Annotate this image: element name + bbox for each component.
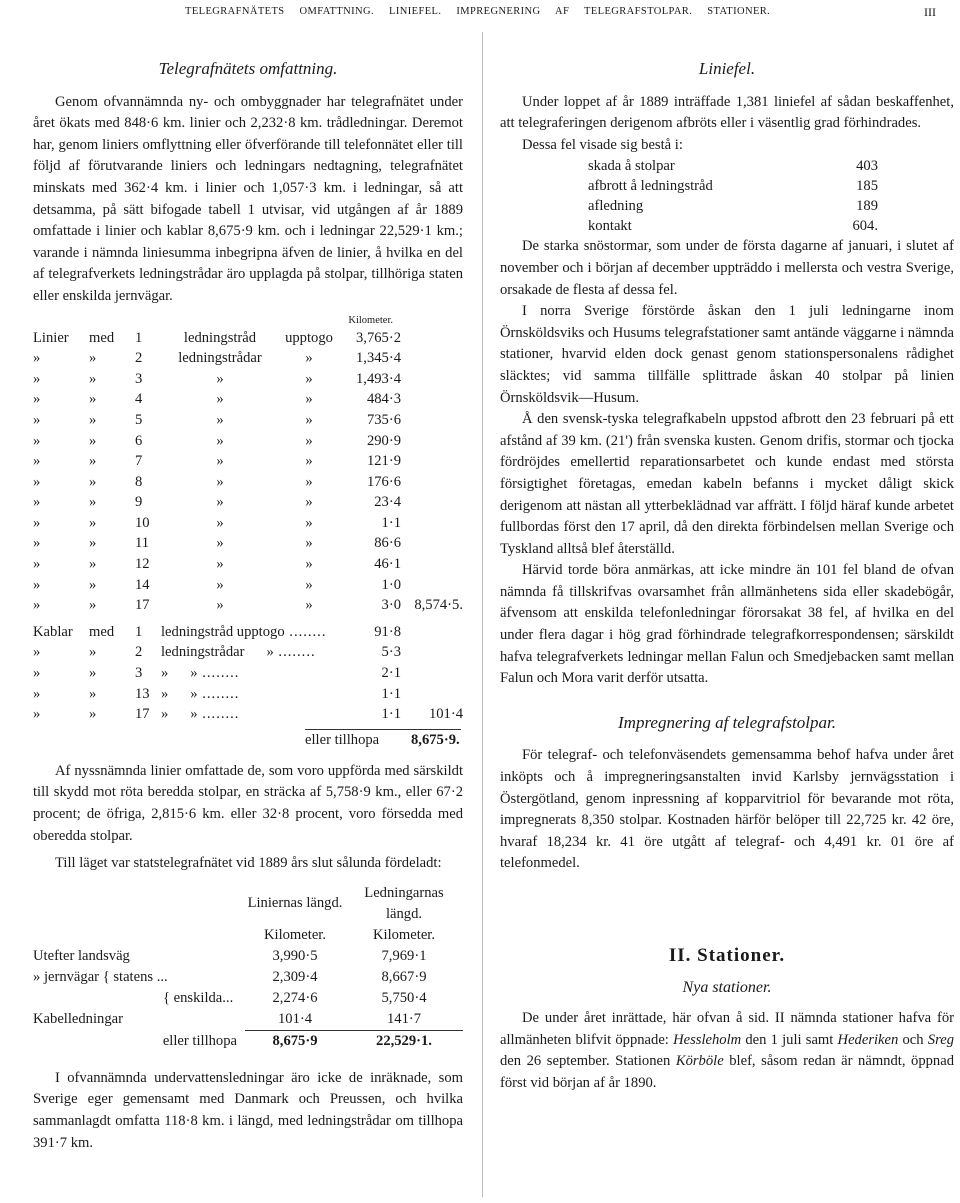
total-value: 8,675·9.: [411, 731, 460, 748]
total-label: eller tillhopa: [305, 731, 380, 748]
row-lead: »: [33, 706, 41, 723]
row-upptogo: »: [305, 453, 313, 470]
row-med: »: [89, 644, 97, 661]
row-count: 17: [135, 706, 150, 723]
row-desc: ledningstrådar: [178, 350, 262, 367]
row-lead: Linier: [33, 329, 69, 346]
row-upptogo: »: [305, 370, 313, 387]
row-desc-text: ledningstrådar: [161, 644, 245, 661]
row-label: Kabelledningar: [33, 1011, 123, 1028]
row-count: 5: [135, 411, 143, 428]
table-row: [33, 642, 463, 663]
distribution-table: [33, 883, 463, 1052]
row-upptogo: »: [305, 514, 313, 531]
fault-value: 403: [856, 158, 878, 175]
row-count: 3: [135, 370, 143, 387]
table-row: [33, 431, 463, 452]
table-row: [33, 554, 463, 575]
row-upptogo: »: [305, 556, 313, 573]
row-upptogo: »: [305, 391, 313, 408]
row-label: { enskilda...: [163, 989, 234, 1006]
row-count: 8: [135, 473, 143, 490]
row-med: »: [89, 556, 97, 573]
row-value-linier: 3,990·5: [272, 947, 318, 964]
paragraph: Under loppet af år 1889 inträffade 1,381 liniefel af sådan beskaffenhet, att telegraferingen derigenom afbröts eller i väsentlig grad förhindrades.: [500, 93, 954, 132]
row-desc: ledningstråd: [183, 329, 257, 346]
row-value: 176·6: [366, 473, 401, 490]
row-label: » jernvägar { statens ...: [33, 968, 168, 985]
row-med: med: [89, 623, 115, 640]
row-count: 1: [135, 623, 143, 640]
row-lead: »: [33, 685, 41, 702]
row-desc: [161, 642, 339, 663]
table-row: [33, 389, 463, 410]
linier-table: [33, 328, 463, 616]
col-unit: Kilometer.: [263, 926, 326, 943]
row-value: 91·8: [374, 623, 401, 640]
row-med: »: [89, 432, 97, 449]
row-sum: [401, 451, 463, 472]
row-lead: »: [33, 370, 41, 387]
row-sum: 8,574·5.: [414, 597, 463, 614]
row-value: 5·3: [381, 644, 401, 661]
row-value: 121·9: [366, 453, 401, 470]
row-desc-text: ledningstråd upptogo: [161, 623, 285, 640]
table-row: [33, 410, 463, 431]
table-row: [588, 156, 878, 176]
faults-table: [588, 156, 878, 236]
leader-dots: ........: [273, 644, 316, 661]
paragraph: I norra Sverige förstörde åskan den 1 juli ledningarne inom Örnsköldsviks och Husums telegrafstationer samt antände väggarne i nämnda stationer, hvarvid elden dock genast genom stationspersonalens rådighet släcktes; vid samma tillfälle splittrade åskan 40 stolpar på linien Örnsköldsvik—Husum.: [500, 303, 954, 406]
paragraph: För telegraf- och telefonväsendets gemensamma behof hafva under året inköpts och å impregneringsanstalten invid Karlsby jernvägsstation i Östergötland, genom inpressning af kopparvitriol för bevarande mot röta, impregnerats 8,350 stolpar. Kostnaden härför belöper till 22,725 kr. 42 öre, hvaraf 18,234 kr. 41 öre utgått af telegraf- och 4,491 kr. 01 öre af telefonmedel.: [500, 747, 954, 872]
leader-dots: ........: [284, 623, 327, 640]
row-lead: »: [33, 514, 41, 531]
row-upptogo: »: [305, 597, 313, 614]
col-unit: Kilometer.: [372, 926, 435, 943]
row-lead: »: [33, 597, 41, 614]
row-value: 3,765·2: [356, 329, 401, 346]
row-value-ledningar: 141·7: [386, 1010, 422, 1027]
table-row: [33, 533, 463, 554]
row-value-ledningar: 5,750·4: [381, 989, 427, 1006]
row-count: 11: [135, 535, 150, 552]
t2-total-1: 8,675·9: [245, 1030, 345, 1052]
table-row: [33, 328, 463, 349]
row-sum: [401, 492, 463, 513]
row-med: »: [89, 576, 97, 593]
row-sum: [401, 533, 463, 554]
table-row: [33, 348, 463, 369]
table-row: [33, 622, 463, 643]
table-row: [33, 988, 463, 1009]
section-title-liniefel: Liniefel.: [698, 59, 756, 78]
t2-total-label: eller tillhopa: [162, 1032, 237, 1049]
row-sum: [401, 684, 463, 705]
row-count: 17: [135, 597, 150, 614]
table-row: [33, 1009, 463, 1031]
row-count: 6: [135, 432, 143, 449]
row-lead: »: [33, 556, 41, 573]
text-run: blef, såsom redan är nämndt, öppnad först vid början af år 1890.: [500, 1053, 954, 1091]
row-upptogo: »: [305, 411, 313, 428]
row-value: 23·4: [374, 494, 401, 511]
running-header: [0, 0, 960, 26]
row-value-ledningar: 8,667·9: [381, 968, 427, 985]
row-med: »: [89, 494, 97, 511]
row-count: 2: [135, 644, 143, 661]
row-value: 484·3: [366, 391, 401, 408]
row-lead: »: [33, 432, 41, 449]
row-sum: [401, 472, 463, 493]
row-upptogo: »: [305, 494, 313, 511]
row-upptogo: »: [190, 665, 198, 682]
row-sum: [401, 410, 463, 431]
row-med: »: [89, 370, 97, 387]
row-count: 9: [135, 494, 143, 511]
row-upptogo: »: [305, 576, 313, 593]
row-med: »: [89, 597, 97, 614]
row-value-linier: 2,274·6: [272, 989, 318, 1006]
t2-total-2: 22,529·1.: [345, 1030, 463, 1052]
section-title-omfattning: Telegrafnätets omfattning.: [158, 59, 338, 78]
km-header: Kilometer.: [348, 314, 393, 326]
row-value-linier: 2,309·4: [272, 968, 318, 985]
text-run: den 1 juli samt: [741, 1031, 838, 1048]
row-desc: [161, 663, 339, 684]
row-value: 1,493·4: [356, 370, 401, 387]
row-value-linier: 101·4: [277, 1010, 313, 1027]
row-value: 1,345·4: [356, 350, 401, 367]
row-sum: [401, 348, 463, 369]
row-lead: »: [33, 453, 41, 470]
row-lead: »: [33, 411, 41, 428]
row-value: 46·1: [374, 556, 401, 573]
row-value: 290·9: [366, 432, 401, 449]
paragraph-stations: [500, 1008, 954, 1094]
row-med: »: [89, 665, 97, 682]
table-row: [33, 492, 463, 513]
table-row: [33, 575, 463, 596]
section-heading-stationer: II. Stationer.: [668, 945, 786, 966]
col-head-linier: Liniernas längd.: [247, 895, 343, 912]
row-upptogo: »: [305, 350, 313, 367]
row-desc-text: »: [161, 685, 169, 702]
row-desc: »: [216, 473, 224, 490]
table-row: [588, 196, 878, 216]
table-row: [588, 216, 878, 236]
row-count: 1: [135, 329, 143, 346]
fault-label: afledning: [588, 198, 644, 215]
row-desc: »: [216, 411, 224, 428]
table-row: [33, 513, 463, 534]
row-med: »: [89, 453, 97, 470]
row-med: »: [89, 706, 97, 723]
table-row: [33, 967, 463, 988]
row-count: 3: [135, 665, 143, 682]
row-upptogo: »: [266, 644, 274, 661]
row-desc: [161, 704, 339, 725]
row-count: 12: [135, 556, 150, 573]
row-desc: [161, 622, 339, 643]
row-lead: »: [33, 576, 41, 593]
row-med: »: [89, 685, 97, 702]
row-upptogo: upptogo: [285, 329, 333, 346]
row-value: 3·0: [381, 597, 401, 614]
row-desc: [161, 684, 339, 705]
table-row: [33, 946, 463, 967]
fault-value: 604.: [852, 218, 878, 235]
row-label: Utefter landsväg: [33, 947, 130, 964]
row-desc: »: [216, 432, 224, 449]
row-sum: [401, 554, 463, 575]
row-med: »: [89, 411, 97, 428]
row-med: »: [89, 350, 97, 367]
row-upptogo: »: [190, 685, 198, 702]
row-sum: [401, 369, 463, 390]
row-sum: [401, 513, 463, 534]
row-sum: [401, 642, 463, 663]
row-desc-text: »: [161, 706, 169, 723]
paragraph: Dessa fel visade sig bestå i:: [522, 136, 683, 153]
row-lead: »: [33, 644, 41, 661]
row-desc: »: [216, 494, 224, 511]
text-run: den 26 september. Stationen: [500, 1053, 676, 1070]
row-upptogo: »: [305, 432, 313, 449]
table-row: [33, 704, 463, 725]
row-desc: »: [216, 391, 224, 408]
table-row: [33, 472, 463, 493]
row-value: 735·6: [366, 411, 401, 428]
running-head: TELEGRAFNÄTETS OMFATTNING. LINIEFEL. IMPREGNERING AF TELEGRAFSTOLPAR. STATIONER.: [185, 6, 771, 17]
text-run: och: [898, 1031, 928, 1048]
paragraph: Å den svensk-tyska telegrafkabeln uppstod afbrott den 23 februari på ett afstånd af 39 km. (21') från svenska kusten. Genom drifis, stormar och tjocka fördröjdes emellertid reparationsarbetet och kunde endast med största försigtighet företagas, emedan kabeln befanns i mycket dåligt skick derigenom att nästan all ytterbeklädnad var affrätt. I följd häraf kunde arbetet fullbordas först den 17 april, då den direkta förbindelsen mellan Sverige och Tyskland alltså blef återställd.: [500, 411, 954, 557]
row-value: 1·1: [381, 514, 401, 531]
table-row: [33, 595, 463, 616]
text-run: De under året inrättade, här ofvan å sid. II nämnda stationer hafva för allmänheten blifvit öppnade:: [500, 1010, 954, 1048]
row-value: 1·1: [381, 706, 401, 723]
row-sum: [401, 389, 463, 410]
row-lead: »: [33, 665, 41, 682]
leader-dots: ........: [197, 685, 240, 702]
row-lead: »: [33, 535, 41, 552]
row-desc: »: [216, 576, 224, 593]
row-upptogo: »: [190, 706, 198, 723]
fault-label: skada å stolpar: [588, 158, 675, 175]
row-lead: »: [33, 473, 41, 490]
col-head-ledningar: Ledningarnas längd.: [364, 884, 444, 922]
right-column: [500, 50, 954, 1095]
leader-dots: ........: [197, 665, 240, 682]
paragraph: De starka snöstormar, som under de första dagarne af januari, i slutet af november och i början af december uppträddo i mellersta och vestra Sverige, orsakade de flesta af dessa fel.: [500, 238, 954, 298]
paragraph: Till läget var statstelegrafnätet vid 1889 års slut sålunda fördeladt:: [55, 855, 442, 872]
paragraph: Genom ofvannämnda ny- och ombyggnader har telegrafnätet under året ökats med 848·6 km. linier och 2,232·8 km. trådledningar. Deremot har, genom liniers omflyttning eller öfverförande till telefonnätet eller till följd af förutvarande liniers och ledningars nedtagning, telegrafnätet minskats med 362·4 km. i linier och 1,057·3 km. i ledningar, så att detsamma, på sätt bifogade tabell 1 utvisar, vid utgången af år 1889 omfattade i linier och kablar 8,675·9 km. och i ledningar 22,529·1 km.; varande i nämnda liniesumma inbegripna äfven de linier, å hvilka en del af telegrafverkets ledningstrådar äro upplagda på stolpar, tillhöriga staten eller enskilda jernvägar.: [33, 93, 463, 304]
table-row: [588, 176, 878, 196]
row-count: 14: [135, 576, 150, 593]
row-desc-text: »: [161, 665, 169, 682]
table-row: [33, 369, 463, 390]
fault-label: kontakt: [588, 218, 632, 235]
fault-value: 189: [856, 198, 878, 215]
row-value: 1·1: [381, 685, 401, 702]
row-desc: »: [216, 514, 224, 531]
row-value: 2·1: [381, 665, 401, 682]
page-number: III: [924, 5, 936, 19]
column-divider: [482, 32, 483, 1197]
table-row: [33, 451, 463, 472]
kablar-table: [33, 622, 463, 725]
row-value: 86·6: [374, 535, 401, 552]
row-desc: »: [216, 597, 224, 614]
table-row: [33, 663, 463, 684]
row-count: 2: [135, 350, 143, 367]
row-value-ledningar: 7,969·1: [381, 947, 427, 964]
paragraph: Af nyssnämnda linier omfattade de, som voro uppförda med särskildt till skydd mot röta beredda stolpar, en sträcka af 5,758·9 km., eller 67·2 procent; de öfriga, 2,815·6 km. eller 32·8 procent, voro försedda med oberedda stolpar.: [33, 762, 463, 844]
row-sum: [401, 622, 463, 643]
row-med: »: [89, 535, 97, 552]
row-sum: [401, 431, 463, 452]
row-sum: [401, 328, 463, 349]
total-row: [33, 727, 463, 751]
station-name: Körböle: [675, 1053, 724, 1070]
station-name: Hederiken: [837, 1031, 899, 1048]
row-sum: [401, 663, 463, 684]
row-lead: »: [33, 494, 41, 511]
row-value: 1·0: [381, 576, 401, 593]
paragraph: I ofvannämnda undervattensledningar äro icke de inräknade, som Sverige eger gemensamt med Danmark och Preussen, och hvilka sammanlagdt omfatta 118·8 km. i längd, med ledningstrådar om tillhopa 391·7 km.: [33, 1069, 463, 1151]
row-upptogo: »: [305, 473, 313, 490]
station-name: Sreg: [927, 1031, 954, 1048]
leader-dots: ........: [197, 706, 240, 723]
row-count: 10: [135, 514, 150, 531]
row-lead: Kablar: [33, 623, 73, 640]
row-desc: »: [216, 556, 224, 573]
subsection-title-nya-stationer: Nya stationer.: [682, 978, 772, 996]
fault-label: afbrott å ledningstråd: [588, 178, 713, 195]
row-upptogo: »: [305, 535, 313, 552]
table-row: [33, 684, 463, 705]
row-desc: »: [216, 535, 224, 552]
row-med: »: [89, 514, 97, 531]
row-sum: 101·4: [428, 706, 463, 723]
row-med: »: [89, 473, 97, 490]
left-column: [33, 50, 463, 1154]
row-count: 7: [135, 453, 143, 470]
row-count: 4: [135, 391, 143, 408]
row-sum: [401, 575, 463, 596]
row-desc: »: [216, 453, 224, 470]
paragraph: Härvid torde böra anmärkas, att icke mindre än 101 fel bland de ofvan nämnda få tillskrifvas ovarsamhet från allmänhetens sida eller skadebögår, äfvensom att enskilda telefonledningar förorsakat 38 fel, af hvilka en del under flera dagar i hög grad förhindrade telegrafkorrespondensen; särskildt hafva telegrafverkets ledningar mellan Falun och Smedjebacken samt mellan Falun och Mora varit derför utsatta.: [500, 562, 954, 687]
section-title-impregnering: Impregnering af telegrafstolpar.: [618, 712, 836, 732]
row-count: 13: [135, 685, 150, 702]
row-med: med: [89, 329, 115, 346]
row-lead: »: [33, 391, 41, 408]
row-lead: »: [33, 350, 41, 367]
row-desc: »: [216, 370, 224, 387]
row-med: »: [89, 391, 97, 408]
fault-value: 185: [856, 178, 878, 195]
station-name: Hessleholm: [673, 1031, 742, 1048]
